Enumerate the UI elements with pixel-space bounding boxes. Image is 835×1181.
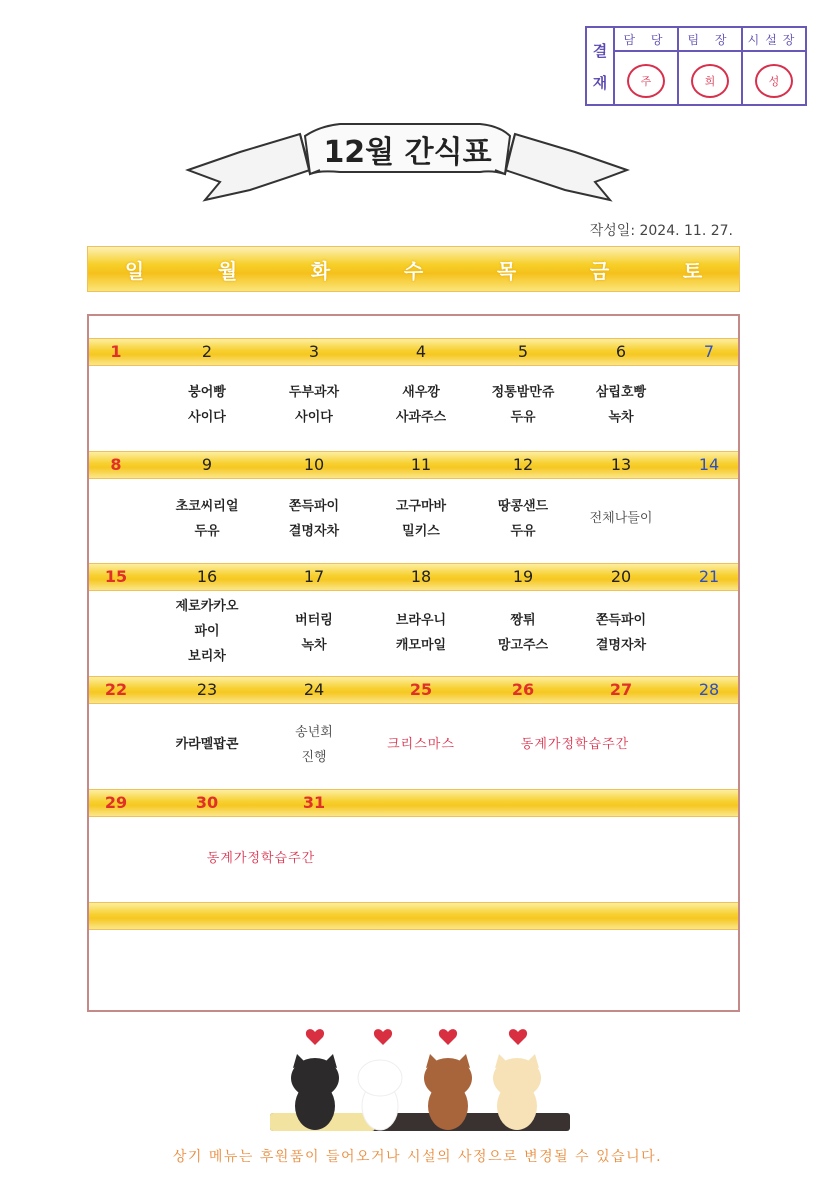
day-number: 15 [104,567,128,586]
week-5-day-row [89,789,738,817]
menu-cell [366,494,476,544]
menu-cell [259,720,369,770]
menu-item: 결명자차 [595,638,647,653]
menu-item: 붕어빵 [188,385,226,400]
day-number: 24 [303,680,325,699]
day-number: 8 [110,455,122,474]
menu-item: 동계가정학습주간 [520,737,630,752]
menu-item: 두유 [194,524,220,539]
week-3-day-row [89,563,738,591]
menu-item: 고구마바 [395,499,447,514]
menu-cell [468,494,578,544]
menu-cell [566,506,676,531]
menu-item: 전체나들이 [589,511,653,526]
day-number: 3 [308,342,320,361]
day-number: 13 [610,455,632,474]
day-number: 29 [104,793,128,812]
menu-cell [468,608,578,658]
day-number: 11 [410,455,432,474]
menu-item: 카라멜팝콘 [175,737,239,752]
day-number: 6 [615,342,627,361]
day-number: 17 [303,567,325,586]
day-number: 9 [201,455,213,474]
seal-stamp: 성 [755,64,793,98]
day-number: 4 [415,342,427,361]
menu-cell [152,732,262,757]
day-number: 10 [303,455,325,474]
weekday-mon: 월 [217,258,238,283]
week-6-day-row [89,902,738,930]
weekday-sun: 일 [124,258,145,283]
menu-item: 녹차 [301,638,327,653]
menu-item: 결명자차 [288,524,340,539]
menu-item: 땅콩샌드 [497,499,549,514]
menu-cell [161,846,361,871]
menu-item: 진행 [301,750,327,765]
day-number: 20 [610,567,632,586]
menu-item: 동계가정학습주간 [206,851,316,866]
day-number: 31 [302,793,326,812]
menu-item: 크리스마스 [387,737,455,752]
day-number: 26 [511,680,535,699]
footer-note: 상기 메뉴는 후원품이 들어오거나 시설의 사정으로 변경될 수 있습니다. [172,1149,663,1165]
menu-item: 짱튀 [510,613,536,628]
menu-cell [152,594,262,669]
menu-cell [468,380,578,430]
weekday-header [87,246,740,292]
approval-side-top: 결 [592,41,608,60]
menu-cell [475,732,675,757]
day-number: 25 [409,680,433,699]
page-title: 12월 간식표 [323,135,492,170]
menu-cell [366,732,476,757]
menu-cell [259,608,369,658]
menu-item: 사이다 [188,410,226,425]
menu-item: 사이다 [295,410,333,425]
menu-item: 밀키스 [402,524,440,539]
approval-header-teamlead: 팀 장 [679,28,741,52]
week-1-day-row [89,338,738,366]
approval-col-teamlead [679,28,743,104]
day-number: 28 [698,680,720,699]
menu-item: 초코씨리얼 [175,499,239,514]
calendar-grid [87,314,740,1012]
day-number: 21 [698,567,720,586]
menu-item: 송년회 [295,725,333,740]
menu-cell [259,494,369,544]
day-number: 14 [698,455,720,474]
seal-stamp: 주 [627,64,665,98]
day-number: 5 [517,342,529,361]
weekday-sat: 토 [682,258,703,283]
menu-cell [259,380,369,430]
approval-box [585,26,807,106]
day-number: 2 [201,342,213,361]
approval-side-bottom: 재 [592,73,608,92]
menu-item: 두유 [510,524,536,539]
weekday-tue: 화 [310,258,331,283]
written-date: 작성일: 2024. 11. 27. [589,223,733,239]
menu-item: 쫀득파이 [595,613,647,628]
menu-item: 새우깡 [402,385,440,400]
menu-item: 보리차 [188,649,226,664]
menu-item: 브라우니 [395,613,447,628]
menu-item: 버터링 [295,613,333,628]
day-number: 7 [703,342,715,361]
menu-item: 망고주스 [497,638,549,653]
menu-cell [566,380,676,430]
cats-illustration [265,1018,575,1143]
menu-cell [366,608,476,658]
title-ribbon [180,112,635,202]
seal-stamp: 희 [691,64,729,98]
menu-item: 두유 [510,410,536,425]
menu-item: 파이 [194,624,220,639]
menu-item: 정통밤만쥬 [491,385,555,400]
approval-header-director: 시설장 [743,28,805,52]
day-number: 12 [512,455,534,474]
menu-item: 사과주스 [395,410,447,425]
day-number: 16 [196,567,218,586]
weekday-wed: 수 [403,258,424,283]
menu-item: 제로카카오 [175,599,239,614]
day-number: 27 [609,680,633,699]
menu-item: 삼립호빵 [595,385,647,400]
menu-cell [366,380,476,430]
menu-item: 캐모마일 [395,638,447,653]
day-number: 19 [512,567,534,586]
weekday-thu: 목 [496,258,517,283]
day-number: 22 [104,680,128,699]
weekday-fri: 금 [589,258,610,283]
menu-cell [566,608,676,658]
week-2-day-row [89,451,738,479]
cats-icon [265,1018,575,1143]
day-number: 1 [110,342,122,361]
menu-item: 두부과자 [288,385,340,400]
day-number: 18 [410,567,432,586]
approval-col-director [743,28,805,104]
day-number: 23 [196,680,218,699]
menu-item: 녹차 [608,410,634,425]
day-number: 30 [195,793,219,812]
approval-header-staff: 담 당 [615,28,677,52]
menu-item: 쫀득파이 [288,499,340,514]
week-4-day-row [89,676,738,704]
approval-side-label [587,28,615,104]
menu-cell [152,380,262,430]
menu-cell [152,494,262,544]
approval-col-staff [615,28,679,104]
